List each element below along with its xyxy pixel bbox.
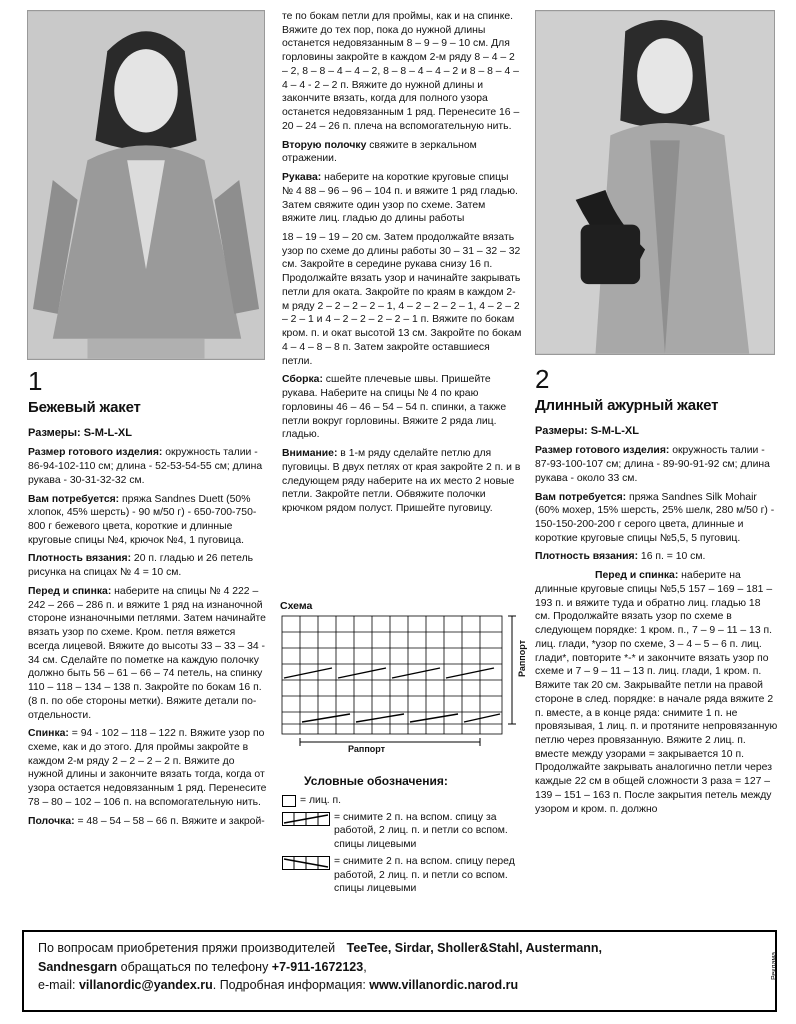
- legend-title: Условные обозначения:: [304, 774, 448, 788]
- legend-text-cable-front: = снимите 2 п. на вспом. спицу перед работой, 2 лиц. п. и петли со вспом. спицы лицевыми: [334, 855, 515, 895]
- paragraph-finished-size-1: Размер готового изделия: окружность талии - 86-94-102-110 см; длина - 52-53-54-55 см; длина рукава - 30-31-32-32 см.: [28, 447, 263, 486]
- schema-grid: [280, 612, 530, 762]
- paragraph-sleeves: Рукава: наберите на короткие круговые спицы № 4 88 – 96 – 96 – 104 п. и вяжите 1 ряд гладью. Затем свяжите один узор по схеме. Затем вяжите лиц. гладью до длины работы: [282, 172, 518, 225]
- sizes-1: Размеры: S-M-L-XL: [28, 426, 132, 439]
- paragraph-front-back-2: Перед и спинка: наберите на длинные круговые спицы №5,5 157 – 169 – 181 – 193 п. и вяжите туда и обратно лиц. гладью 18 см. Продолжайте вязать узор по схеме в следующем порядке: 1 кром. п., 7 – 9 – 11 – 13 п. лиц. глади, *узор по схеме, 3 – 4 – 5 – 6 п. лиц. глади*, повторите *-* и закончите вязать узор по схеме и 7 – 9 – 11 – 13 п. лиц. глади, 1 кром. п. Вяжите так 20 см. Закрывайте петли на правой стороне в след. порядке: в начале ряда вяжите 2 п. вместе, а в конце ряда: снимите 1 п. не провязывая, 1 лиц. п. и протяните непровязанную петлю через провязанную. Вяжите 2 лиц. п. вместе между узорами = закрывается 10 п. Продолжайте закрывать аналогично петли через каждые 22 см в общей сложности 3 раза = 127 – 139 – 151 – 163 п. После закрытия петель между узором и кром. п. должно: [535, 570, 778, 815]
- paragraph-materials-2: Вам потребуется: пряжа Sandnes Silk Mohair (60% мохер, 15% шерсть, 25% шелк, 280 м/50 г) - 150-150-200-200 г серого цвета, длинные и короткие круговые спицы №5,5, 5 пуговиц.: [535, 491, 775, 544]
- paragraph-materials-1: Вам потребуется: пряжа Sandnes Duett (50% хлопок, 45% шерсть) - 90 м/50 г) - 650-700-750-800 г бежевого цвета, короткие и длинные круговые спицы №4, крючок №4, 1 пуговица.: [28, 493, 257, 546]
- photo-beige-jacket: [27, 10, 265, 360]
- knitting-schema: [280, 600, 530, 760]
- ad-line-2: Sandnesgarn обращаться по телефону +7-911-1672123,: [38, 959, 367, 974]
- paragraph-assembly: Сборка: сшейте плечевые швы. Пришейте рукава. Наберите на спицы № 4 по краю горловины 46 – 46 – 54 – 54 п. спинки, а также петли вокруг горловины. Вяжите 2 ряда лиц. гладью.: [282, 374, 507, 441]
- phone-number: +7-911-1672123: [271, 959, 364, 974]
- advertisement-box: [22, 930, 777, 1012]
- legend-row-knit: [282, 794, 522, 808]
- photo-lace-jacket-image: [536, 11, 774, 354]
- column-1: [28, 368, 268, 833]
- paragraph-attention: Внимание: в 1-м ряду сделайте петлю для пуговицы. В двух петлях от края закройте 2 п. и в следующем ряду наберите на их место 2 новые петли. Закройте петли. Обвяжите полочки крючком рядом полуст. Пришейте пуговицу.: [282, 448, 521, 514]
- legend: [282, 774, 522, 899]
- paragraph-front-cont: те по бокам петли для проймы, как и на спинке. Вяжите до тех пор, пока до нужной длины останется недовязанным 8 – 9 – 9 – 10 см. Для горловины закройте в каждом 2-м ряду 8 – 4 – 2 – 2, 8 – 8 – 4 – 4 – 2, 8 – 8 – 4 – 4 – 2 и 8 – 8 – 4 – 4 – 4 - 2 – 2 п. Вяжите до нужной длины и закончите вязать, когда для полного узора останется недовязанным 1 ряд. Перенесите 16 – 20 – 24 – 26 п. плеча на вспомогательную нить.: [282, 11, 520, 132]
- cable-front-symbol: [282, 856, 330, 870]
- knit-stitch-symbol: [282, 795, 296, 807]
- paragraph-back-1: Спинка: = 94 - 102 – 118 – 122 п. Вяжите узор по схеме, как и до этого. Для проймы закройте в каждом 2-м ряду 2 – 2 – 2 – 2 п. Вяжите до нужной длины и закончите вязать тогда, когда от узора остается недовязанным 1 ряд. Перенесите 78 – 80 – 102 – 106 п. на вспомогательную нить.: [28, 728, 267, 808]
- cable-back-symbol: [282, 812, 330, 826]
- paragraph-finished-size-2: Размер готового изделия: окружность талии - 87-93-100-107 см; длина - 89-90-91-92 см; длина рукава - около 33 см.: [535, 445, 770, 484]
- schema-title: Схема: [280, 600, 313, 612]
- legend-row-cable-back: [282, 811, 522, 852]
- rapport-vertical-label: Раппорт: [517, 640, 527, 678]
- paragraph-front-back-1: Перед и спинка: наберите на спицы № 4 222 – 242 – 266 – 286 п. и вяжите 1 ряд на изнаночной стороне изнаночными петлями. Затем начинайте вязать узор по схеме. Кром. петля вяжется всегда лицевой. Вяжите до высоты 33 – 33 – 34 - 34 см. Сделайте по пометке на каждую полочку должно быть 56 – 61 – 66 – 74 петель, на спинку 110 – 118 – 134 – 138 п. Закройте по бокам 16 п. (8 п. по обе стороны метки). Вяжите детали по-отдельности.: [28, 585, 266, 721]
- ad-line-3: e-mail: villanordic@yandex.ru. Подробная информация: www.villanordic.narod.ru: [38, 978, 519, 992]
- legend-row-cable-front: [282, 855, 522, 896]
- column-3: [535, 366, 778, 821]
- paragraph-second-front: Вторую полочку свяжите в зеркальном отражении.: [282, 139, 477, 165]
- legend-text-knit: = лиц. п.: [300, 794, 342, 806]
- advertisement-mark: Реклама.: [771, 950, 778, 981]
- email-link[interactable]: villanordic@yandex.ru: [78, 978, 213, 992]
- legend-text-cable-back: = снимите 2 п. на вспом. спицу за работой, 2 лиц. п. и петли со вспом. спицы лицевыми: [334, 811, 508, 851]
- sizes-2: Размеры: S-M-L-XL: [535, 424, 639, 437]
- model-title-1: Бежевый жакет: [28, 399, 141, 416]
- model-title-2: Длинный ажурный жакет: [535, 397, 719, 414]
- paragraph-sleeves-cont: 18 – 19 – 19 – 20 см. Затем продолжайте вязать узор по схеме до длины работы 30 – 31 – 32 – 32 см. Закройте в середине рукава снизу 16 п. Продолжайте вязать узор и начинайте закрывать петли для оката. Закройте по краям в каждом 2-м ряду 2 – 2 – 2 – 2 – 1, 4 – 2 – 2 – 2 – 1, 4 – 2 – 2 – 2 – 1 и 4 – 2 – 2 – 2 – 2 – 1 п. Вяжите по бокам кром. п. и окат высотой 13 см. Закройте по бокам 4 – 4 – 8 – 8 п. Затем закройте оставшиеся петли.: [282, 232, 522, 367]
- column-2: [282, 10, 522, 521]
- photo-beige-jacket-image: [28, 11, 264, 359]
- photo-lace-jacket: [535, 10, 775, 355]
- paragraph-front-1: Полочка: = 48 – 54 – 58 – 66 п. Вяжите и закрой-: [28, 815, 265, 827]
- paragraph-gauge-2: Плотность вязания: 16 п. = 10 см.: [535, 551, 706, 563]
- paragraph-gauge-1: Плотность вязания: 20 п. гладью и 26 петель рисунка на спицах № 4 = 10 см.: [28, 553, 254, 579]
- model-number-2: 2: [535, 364, 550, 394]
- website-link[interactable]: www.villanordic.narod.ru: [369, 978, 519, 992]
- rapport-horizontal-label: Раппорт: [348, 744, 386, 754]
- model-number-1: 1: [28, 366, 43, 396]
- ad-line-1: По вопросам приобретения пряжи производителей TeeTee, Sirdar, Sholler&Stahl, Austermann,: [38, 941, 603, 955]
